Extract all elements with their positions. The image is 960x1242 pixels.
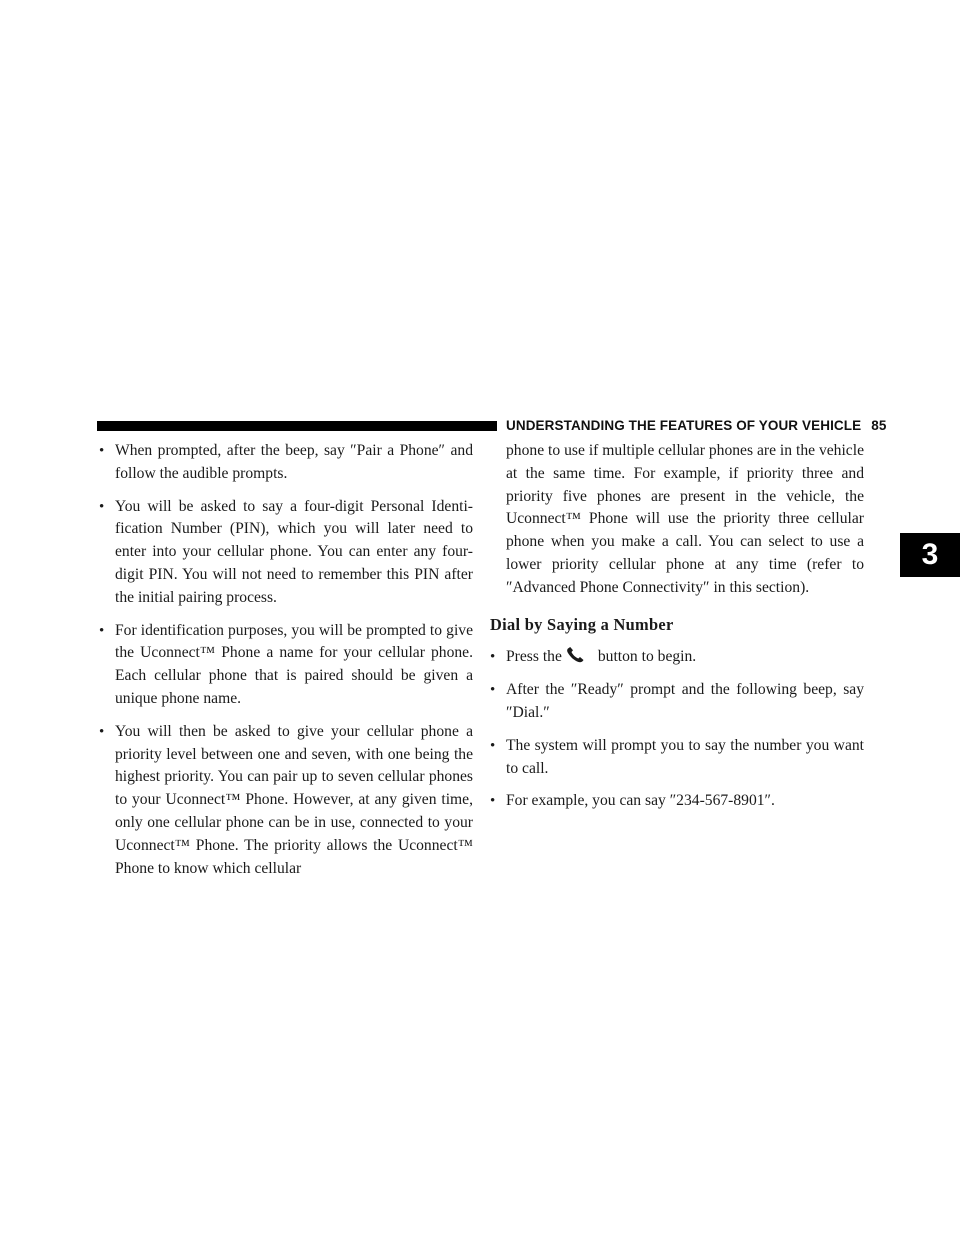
running-header xyxy=(506,418,886,433)
bullet-icon: • xyxy=(99,443,105,459)
press-suffix: button to begin. xyxy=(597,648,697,666)
bullet-text: You will then be asked to give your cellular phone a priority level between one and seven, with one being the highest priority. You can pair up to seven cellular phones to your Uconnect™ Phone. However, at any given time, only one cellular phone can be in use, connected to your Uconnect™ Phone. The priority allows the Uconnect™ Phone to know which cellular xyxy=(115,722,473,877)
list-item xyxy=(99,721,473,881)
left-column xyxy=(99,440,473,890)
bullet-text: For identification purposes, you will be prompted to give the Uconnect™ Phone a name for your cellular phone. Each cellular phone that is paired should be given a unique phone name. xyxy=(115,621,473,707)
list-item xyxy=(99,496,473,610)
bullet-icon: • xyxy=(490,793,496,810)
list-item xyxy=(490,679,864,725)
list-item xyxy=(490,735,864,781)
bullet-text: You will be asked to say a four-digit Personal Identification Number (PIN), which you will later need to enter into your cellular phone. You can enter any four-digit PIN. You will not need to remember this PIN after the initial pairing process. xyxy=(115,497,473,606)
phone-handset-icon xyxy=(566,647,586,663)
press-prefix: Press the xyxy=(506,648,562,666)
bullet-icon: • xyxy=(490,649,496,666)
page-number: 85 xyxy=(871,418,887,433)
bullet-icon: • xyxy=(99,498,105,515)
chapter-tab: 3 xyxy=(900,533,960,577)
bullet-icon: • xyxy=(99,622,105,639)
list-item xyxy=(99,620,473,711)
list-item xyxy=(99,440,473,486)
bullet-text: For example, you can say ″234-567-8901″. xyxy=(506,792,775,810)
continued-paragraph: phone to use if multiple cellular phones are in the vehicle at the same time. For example, if priority three and priority five phones are present in the vehicle, the Uconnect™ Phone will use the priority three cellular phone when you make a call. You can select to use a lower priority cellular phone at any time (refer to ″Advanced Phone Connectivity″ in this section). xyxy=(506,442,864,596)
list-item xyxy=(490,646,864,669)
header-rule xyxy=(97,421,497,431)
right-column xyxy=(490,440,864,823)
list-item xyxy=(490,790,864,813)
bullet-icon: • xyxy=(490,737,496,754)
section-heading: Dial by Saying a Number xyxy=(490,614,674,634)
bullet-text: After the ″Ready″ prompt and the following beep, say ″Dial.″ xyxy=(506,681,864,721)
header-title: UNDERSTANDING THE FEATURES OF YOUR VEHICLE xyxy=(506,418,862,433)
bullet-icon: • xyxy=(490,682,496,699)
bullet-text: The system will prompt you to say the number you want to call. xyxy=(506,736,864,777)
bullet-text: When prompted, after the beep, say ″Pair a Phone″ and follow the audible prompts. xyxy=(115,442,473,482)
bullet-icon: • xyxy=(99,723,105,740)
